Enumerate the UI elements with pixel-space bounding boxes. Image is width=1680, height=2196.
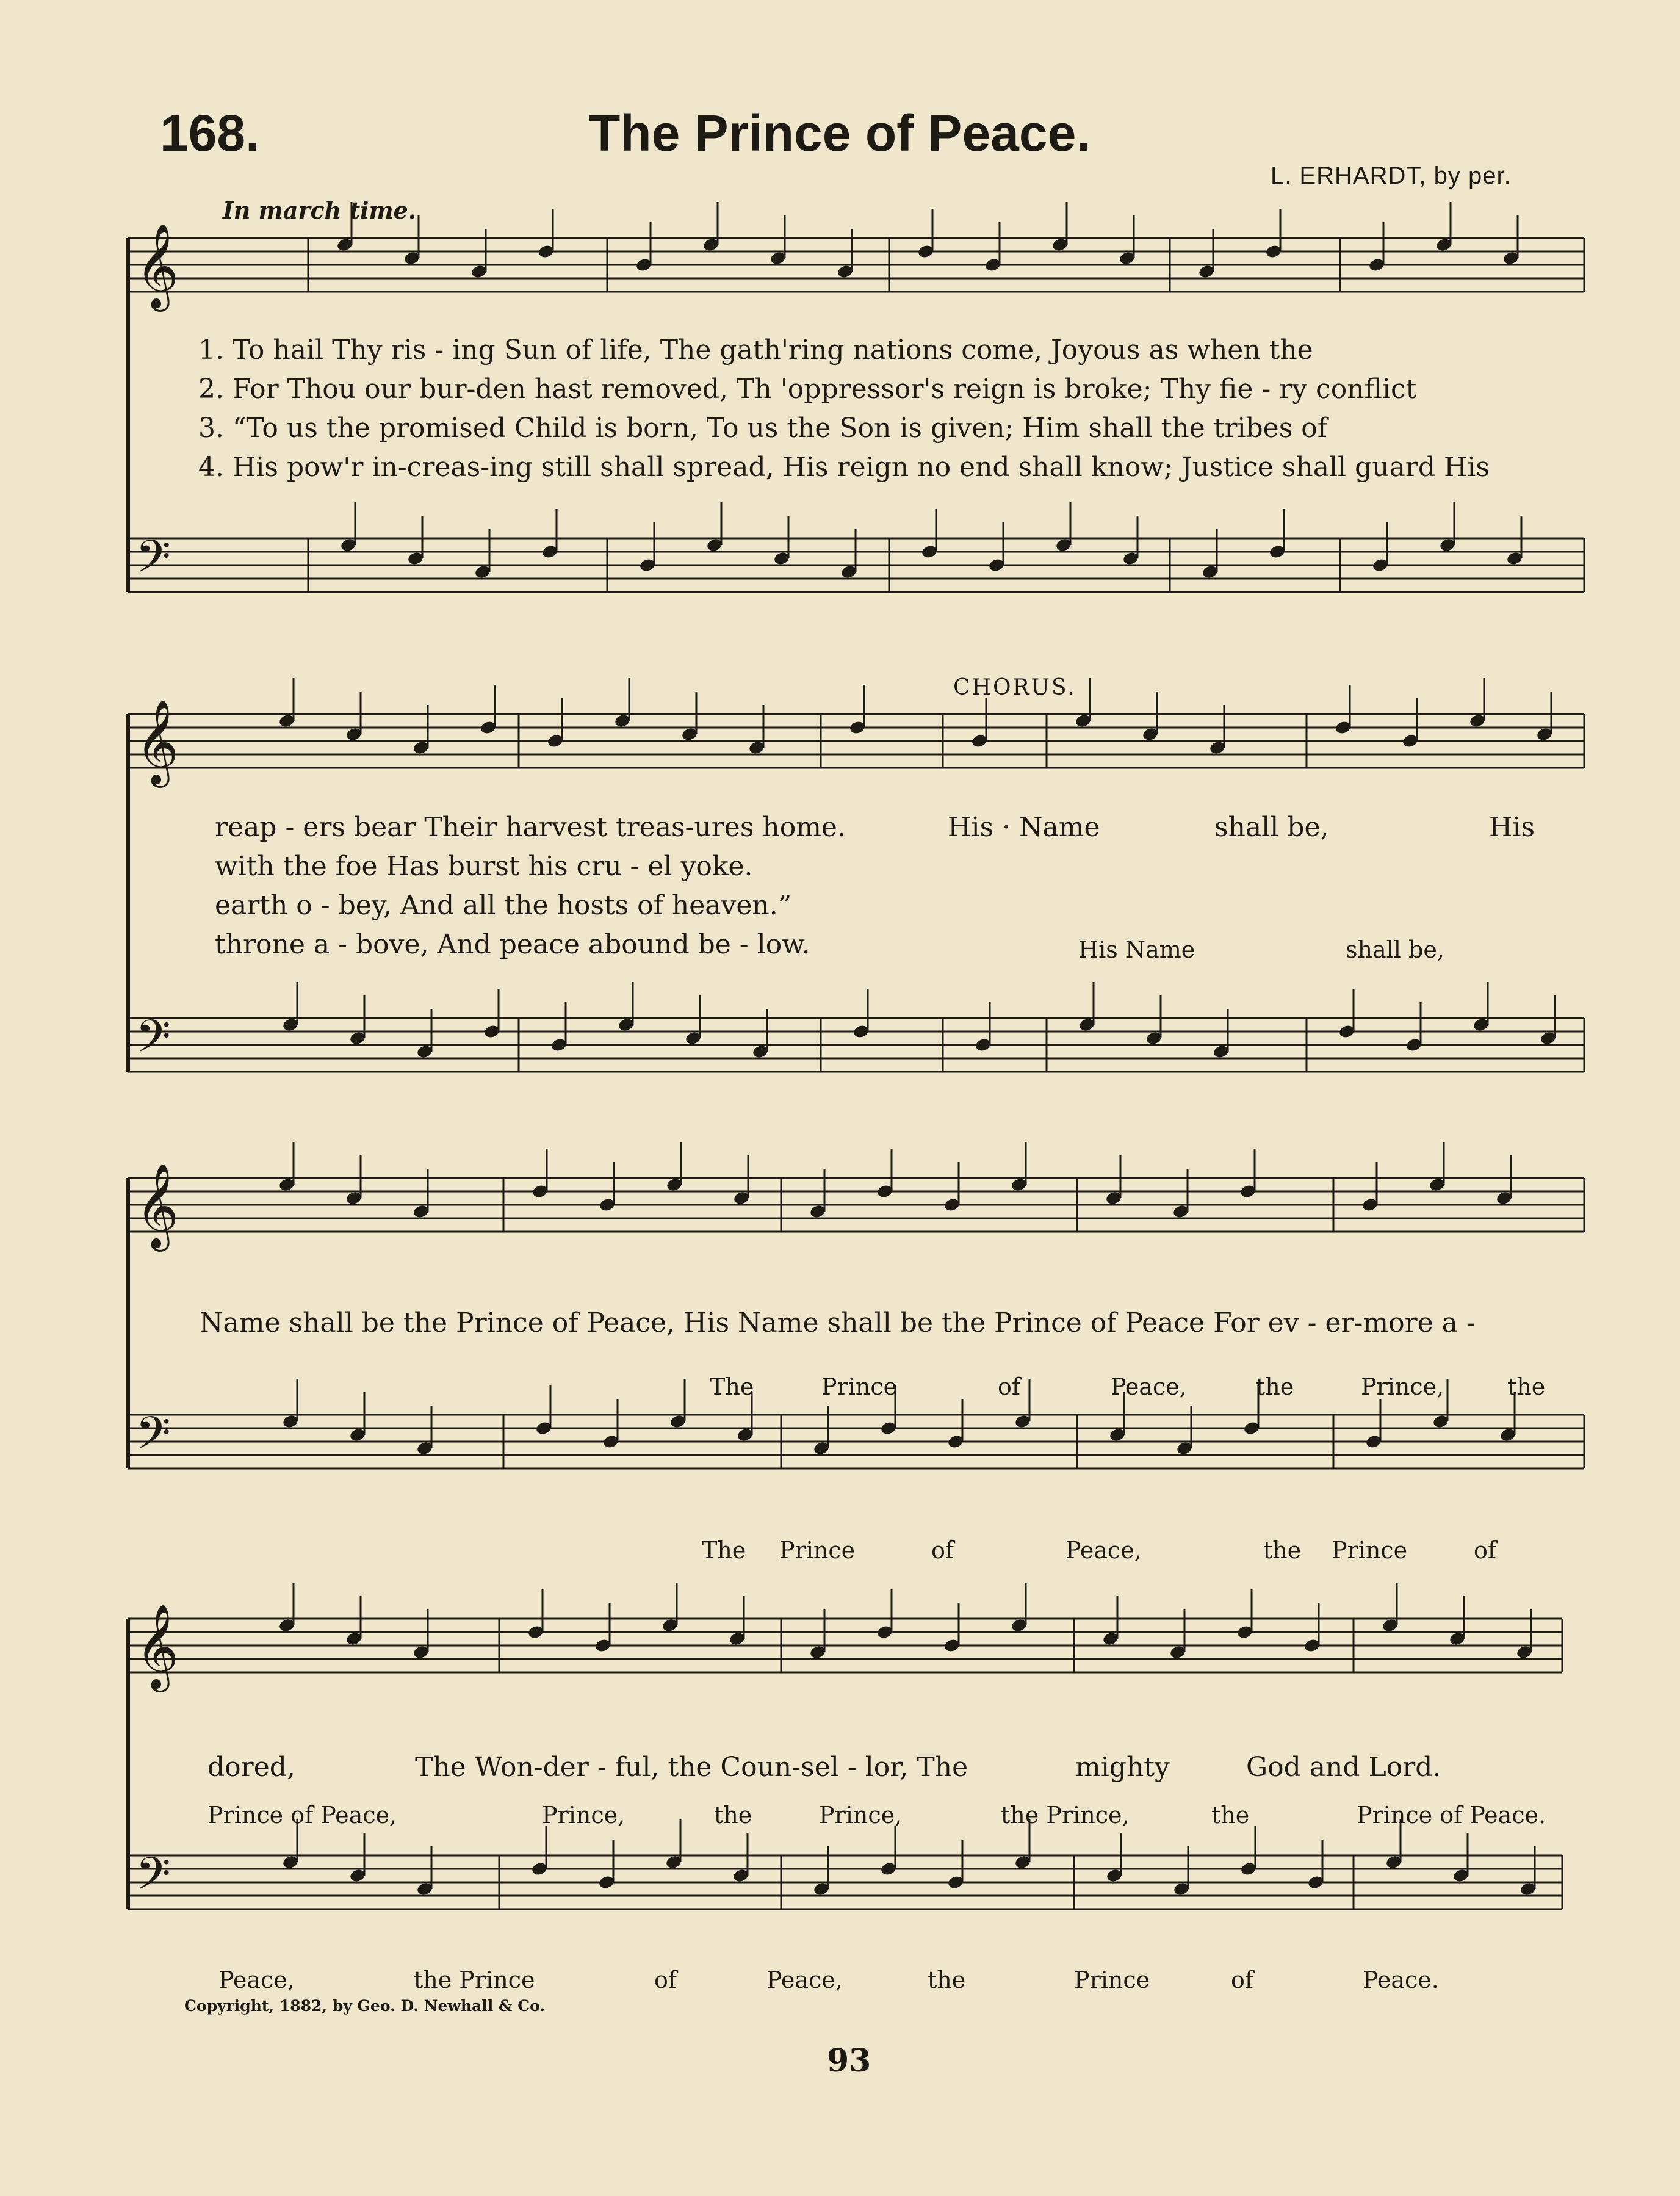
bass-lower-word: the [1263,1537,1302,1564]
composer-credit: L. ERHARDT, by per. [1271,162,1512,189]
chorus-lyric-his: His [1489,812,1535,843]
bass-upper-word: Peace, [1111,1373,1187,1400]
tempo-marking: In march time. [223,197,417,224]
bass-lyric-shall-be: shall be, [1346,936,1444,963]
bass-upper-word: the [1507,1373,1546,1400]
system-1-treble-clef: 𝄞 [135,223,179,308]
bass-lower-word: of [1474,1537,1496,1564]
bass-lower-word: The [702,1537,746,1564]
bass-upper-word: Prince, [1361,1373,1444,1400]
verse-line-1-cont: reap - ers bear Their harvest treas-ures home. [215,812,846,843]
chorus-lyric-shall-be: shall be, [1214,812,1329,843]
system-2-treble-clef: 𝄞 [135,699,179,784]
bass-lower-word: Peace, [766,1967,843,1993]
bass-lower-word: the Prince [414,1967,535,1993]
bass-upper-word: Prince of Peace, [207,1802,397,1829]
chorus-lyric-word: The Won-der - ful, the Coun-sel - lor, The [415,1752,968,1783]
bass-lower-word: Peace, [218,1967,295,1993]
verse-line-2-cont: with the foe Has burst his cru - el yoke. [215,851,753,882]
bass-lower-word: Peace. [1363,1967,1439,1993]
bass-upper-word: the [1211,1802,1250,1829]
bass-upper-word: Prince, [542,1802,625,1829]
bass-lower-word: of [931,1537,954,1564]
chorus-lyric-line-3: Name shall be the Prince of Peace, His Name shall be the Prince of Peace For ev - er-more a - [200,1307,1476,1338]
bass-upper-word: The [710,1373,754,1400]
bass-lower-word: Prince [779,1537,856,1564]
bass-upper-word: the Prince, [1001,1802,1130,1829]
system-4-treble-clef: 𝄞 [135,1604,179,1689]
chorus-label: CHORUS. [953,675,1076,700]
bass-lower-word: Prince [1074,1967,1150,1993]
hymn-number: 168. [160,104,260,162]
bass-upper-word: of [998,1373,1020,1400]
bass-upper-word: the [1256,1373,1294,1400]
bass-upper-word: Prince, [819,1802,903,1829]
page-number: 93 [827,2042,871,2079]
chorus-lyric-word: dored, [207,1752,295,1783]
verse-line-3: 3. “To us the promised Child is born, To us the Son is given; Him shall the tribes of [198,413,1328,444]
bass-lyric-his-name: His Name [1078,936,1195,963]
chorus-lyric-his-name: His · Name [948,812,1100,843]
bass-lower-word: Prince [1332,1537,1408,1564]
system-3-bass-clef: 𝄢 [135,1407,171,1471]
bass-lower-word: of [654,1967,677,1993]
verse-line-4: 4. His pow'r in-creas-ing still shall spread, His reign no end shall know; Justice shall guard His [198,452,1490,483]
bass-upper-word: the [714,1802,752,1829]
bass-upper-word: Prince of Peace. [1357,1802,1546,1829]
copyright-notice: Copyright, 1882, by Geo. D. Newhall & Co. [184,1997,546,2015]
bass-lower-word: the [928,1967,966,1993]
verse-line-1: 1. To hail Thy ris - ing Sun of life, The gath'ring nations come, Joyous as when the [198,334,1313,366]
system-2-bass-clef: 𝄢 [135,1010,171,1074]
bass-lower-word: of [1231,1967,1253,1993]
bass-lower-word: Peace, [1065,1537,1142,1564]
bass-upper-word: Prince [821,1373,898,1400]
system-1-bass-clef: 𝄢 [135,530,171,594]
chorus-lyric-word: mighty [1075,1752,1170,1783]
system-4-bass-clef: 𝄢 [135,1847,171,1912]
verse-line-4-cont: throne a - bove, And peace abound be - low. [215,929,810,960]
verse-line-2: 2. For Thou our bur-den hast removed, Th 'oppressor's reign is broke; Thy fie - ry conflict [198,374,1417,405]
system-3-treble-clef: 𝄞 [135,1163,179,1248]
hymn-title: The Prince of Peace. [589,104,1091,162]
verse-line-3-cont: earth o - bey, And all the hosts of heaven.” [215,890,792,921]
chorus-lyric-word: God and Lord. [1246,1752,1441,1783]
